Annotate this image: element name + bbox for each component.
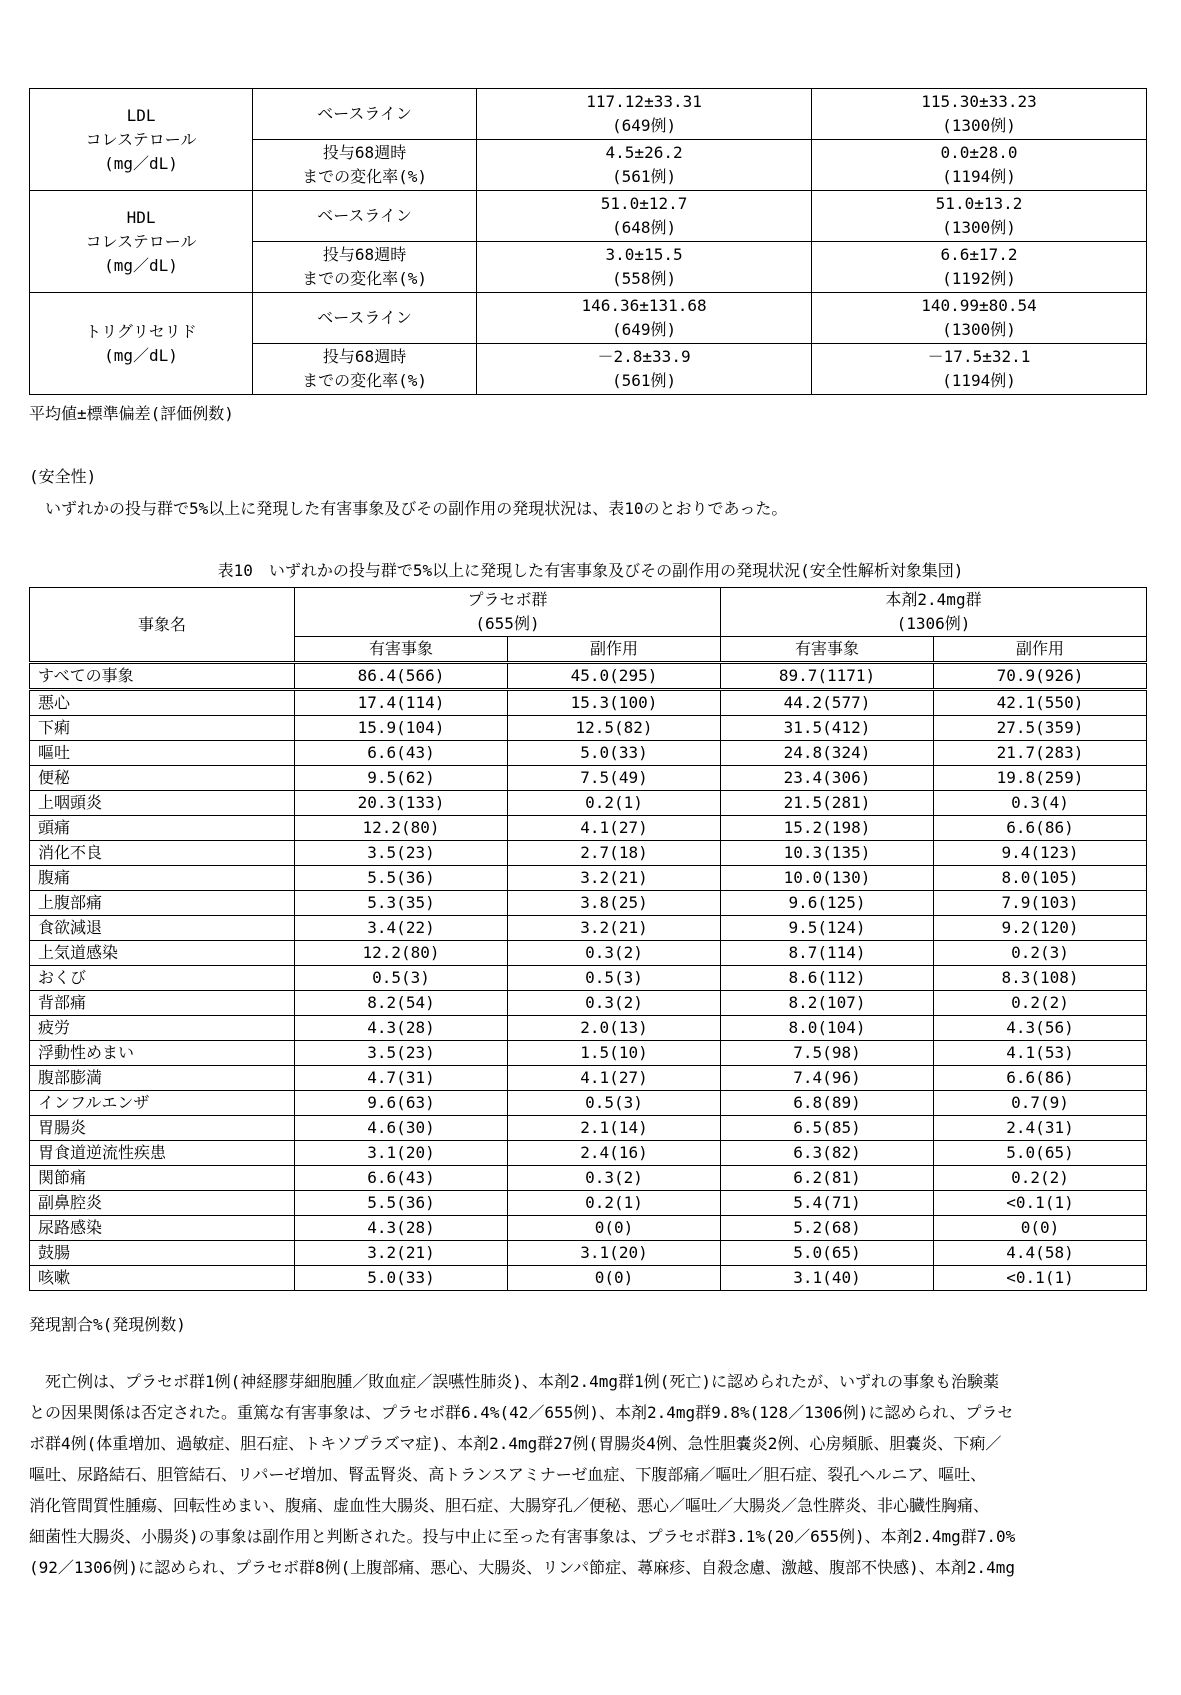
timepoint-label: ベースライン	[253, 191, 477, 242]
table-row	[30, 1266, 1147, 1291]
value-cell: 8.7(114)	[721, 941, 934, 966]
value-cell: 20.3(133)	[295, 791, 508, 816]
timepoint-label: 投与68週時 までの変化率(%)	[253, 344, 477, 395]
table-row	[30, 791, 1147, 816]
value-cell: 7.4(96)	[721, 1066, 934, 1091]
value-cell: 6.6(86)	[934, 816, 1147, 841]
lipid-row	[30, 89, 1147, 140]
value-cell: 6.8(89)	[721, 1091, 934, 1116]
value-cell: 3.2(21)	[508, 916, 721, 941]
value-cell: 15.9(104)	[295, 716, 508, 741]
value-cell: 7.5(98)	[721, 1041, 934, 1066]
paragraph-line: 細菌性大腸炎、小腸炎)の事象は副作用と判断された。投与中止に至った有害事象は、プラセボ群3.1%(20／655例)、本剤2.4mg群7.0%	[29, 1527, 1016, 1546]
value-cell: 2.4(16)	[508, 1141, 721, 1166]
value-cell: 3.5(23)	[295, 841, 508, 866]
event-name: 消化不良	[30, 841, 295, 866]
value-cell: 0.0±28.0 (1194例)	[812, 140, 1147, 191]
event-name: 便秘	[30, 766, 295, 791]
table-row	[30, 941, 1147, 966]
event-name: 副鼻腔炎	[30, 1191, 295, 1216]
value-cell: 5.5(36)	[295, 1191, 508, 1216]
event-name: 腹部膨満	[30, 1066, 295, 1091]
value-cell: 19.8(259)	[934, 766, 1147, 791]
value-cell: 5.0(65)	[721, 1241, 934, 1266]
safety-heading: (安全性)	[29, 467, 97, 486]
table-row	[30, 741, 1147, 766]
all-events-row	[30, 663, 1147, 690]
placebo-ae-header: 有害事象	[295, 637, 508, 663]
value-cell: 146.36±131.68 (649例)	[477, 293, 812, 344]
value-cell: 8.2(54)	[295, 991, 508, 1016]
event-name: 上腹部痛	[30, 891, 295, 916]
value-cell: 6.6(43)	[295, 741, 508, 766]
timepoint-label: ベースライン	[253, 89, 477, 140]
event-name: 関節痛	[30, 1166, 295, 1191]
timepoint-label: 投与68週時 までの変化率(%)	[253, 242, 477, 293]
value-cell: 6.6(86)	[934, 1066, 1147, 1091]
event-name: すべての事象	[30, 663, 295, 690]
value-cell: 10.3(135)	[721, 841, 934, 866]
value-cell: 27.5(359)	[934, 716, 1147, 741]
value-cell: 44.2(577)	[721, 690, 934, 716]
table-row	[30, 891, 1147, 916]
value-cell: 24.8(324)	[721, 741, 934, 766]
value-cell: 12.2(80)	[295, 816, 508, 841]
event-name: インフルエンザ	[30, 1091, 295, 1116]
event-name: 疲労	[30, 1016, 295, 1041]
paragraph-line: との因果関係は否定された。重篤な有害事象は、プラセボ群6.4%(42／655例)、本剤2.4mg群9.8%(128／1306例)に認められ、プラセ	[29, 1403, 1014, 1422]
placebo-group-header: プラセボ群 (655例)	[295, 588, 721, 637]
value-cell: －2.8±33.9 (561例)	[477, 344, 812, 395]
value-cell: 0(0)	[508, 1266, 721, 1291]
value-cell: 2.4(31)	[934, 1116, 1147, 1141]
value-cell: 3.1(20)	[295, 1141, 508, 1166]
value-cell: 70.9(926)	[934, 663, 1147, 690]
value-cell: 2.1(14)	[508, 1116, 721, 1141]
value-cell: 0.2(1)	[508, 791, 721, 816]
value-cell: 89.7(1171)	[721, 663, 934, 690]
table-row	[30, 866, 1147, 891]
value-cell: 0(0)	[934, 1216, 1147, 1241]
event-name: 腹痛	[30, 866, 295, 891]
body-paragraph	[29, 1366, 1147, 1583]
event-name: 食欲減退	[30, 916, 295, 941]
table-row	[30, 1016, 1147, 1041]
value-cell: 8.0(105)	[934, 866, 1147, 891]
safety-intro: いずれかの投与群で5%以上に発現した有害事象及びその副作用の発現状況は、表10のとおりであった。	[29, 499, 788, 518]
event-name: 上気道感染	[30, 941, 295, 966]
event-name: 咳嗽	[30, 1266, 295, 1291]
event-name: おくび	[30, 966, 295, 991]
value-cell: 5.3(35)	[295, 891, 508, 916]
value-cell: 3.1(40)	[721, 1266, 934, 1291]
value-cell: 5.0(65)	[934, 1141, 1147, 1166]
value-cell: 7.9(103)	[934, 891, 1147, 916]
table-row	[30, 716, 1147, 741]
metric-label: HDL コレステロール (mg／dL)	[30, 191, 253, 293]
value-cell: 4.1(27)	[508, 816, 721, 841]
paragraph-line: (92／1306例)に認められ、プラセボ群8例(上腹部痛、悪心、大腸炎、リンパ節症、蕁麻疹、自殺念慮、激越、腹部不快感)、本剤2.4mg	[29, 1558, 1015, 1577]
value-cell: 115.30±33.23 (1300例)	[812, 89, 1147, 140]
table-row	[30, 1216, 1147, 1241]
value-cell: 4.3(28)	[295, 1216, 508, 1241]
value-cell: 86.4(566)	[295, 663, 508, 690]
value-cell: 0.3(4)	[934, 791, 1147, 816]
value-cell: 4.3(28)	[295, 1016, 508, 1041]
value-cell: 6.6±17.2 (1192例)	[812, 242, 1147, 293]
value-cell: 0.5(3)	[295, 966, 508, 991]
value-cell: 4.1(27)	[508, 1066, 721, 1091]
value-cell: 140.99±80.54 (1300例)	[812, 293, 1147, 344]
value-cell: 3.5(23)	[295, 1041, 508, 1066]
table-row	[30, 1091, 1147, 1116]
value-cell: 0.3(2)	[508, 941, 721, 966]
value-cell: 6.6(43)	[295, 1166, 508, 1191]
table-row	[30, 841, 1147, 866]
value-cell: 3.8(25)	[508, 891, 721, 916]
value-cell: 4.5±26.2 (561例)	[477, 140, 812, 191]
value-cell: 51.0±12.7 (648例)	[477, 191, 812, 242]
paragraph-line: 嘔吐、尿路結石、胆管結石、リパーゼ増加、腎盂腎炎、高トランスアミナーゼ血症、下腹部痛／嘔吐／胆石症、裂孔ヘルニア、嘔吐、	[29, 1465, 987, 1484]
value-cell: 15.3(100)	[508, 690, 721, 716]
event-name: 頭痛	[30, 816, 295, 841]
value-cell: 4.7(31)	[295, 1066, 508, 1091]
value-cell: 21.7(283)	[934, 741, 1147, 766]
value-cell: 9.6(63)	[295, 1091, 508, 1116]
metric-label: トリグリセリド (mg／dL)	[30, 293, 253, 395]
value-cell: 0.3(2)	[508, 991, 721, 1016]
lipid-row	[30, 293, 1147, 344]
value-cell: 12.2(80)	[295, 941, 508, 966]
event-name: 嘔吐	[30, 741, 295, 766]
value-cell: 0.2(2)	[934, 991, 1147, 1016]
table-row	[30, 1116, 1147, 1141]
event-name-header: 事象名	[30, 588, 295, 663]
value-cell: 9.2(120)	[934, 916, 1147, 941]
table-row	[30, 1191, 1147, 1216]
value-cell: 3.0±15.5 (558例)	[477, 242, 812, 293]
drug-ae-header: 有害事象	[721, 637, 934, 663]
value-cell: 8.2(107)	[721, 991, 934, 1016]
value-cell: 0.5(3)	[508, 966, 721, 991]
value-cell: 5.2(68)	[721, 1216, 934, 1241]
table-row	[30, 966, 1147, 991]
event-name: 鼓腸	[30, 1241, 295, 1266]
value-cell: 4.6(30)	[295, 1116, 508, 1141]
table10-caption: 表10 いずれかの投与群で5%以上に発現した有害事象及びその副作用の発現状況(安全性解析対象集団)	[217, 561, 964, 580]
lipid-footnote: 平均値±標準偏差(評価例数)	[29, 404, 234, 423]
table-row	[30, 816, 1147, 841]
value-cell: 9.4(123)	[934, 841, 1147, 866]
event-name: 尿路感染	[30, 1216, 295, 1241]
value-cell: 5.0(33)	[508, 741, 721, 766]
table-row	[30, 1066, 1147, 1091]
table-row	[30, 690, 1147, 716]
value-cell: 4.3(56)	[934, 1016, 1147, 1041]
value-cell: 8.3(108)	[934, 966, 1147, 991]
value-cell: 0.5(3)	[508, 1091, 721, 1116]
placebo-adr-header: 副作用	[508, 637, 721, 663]
lipid-row	[30, 191, 1147, 242]
value-cell: 9.5(124)	[721, 916, 934, 941]
value-cell: 9.5(62)	[295, 766, 508, 791]
event-name: 上咽頭炎	[30, 791, 295, 816]
value-cell: 3.2(21)	[295, 1241, 508, 1266]
paragraph-line: 消化管間質性腫瘍、回転性めまい、腹痛、虚血性大腸炎、胆石症、大腸穿孔／便秘、悪心／嘔吐／大腸炎／急性膵炎、非心臓性胸痛、	[29, 1496, 990, 1515]
value-cell: 5.5(36)	[295, 866, 508, 891]
table-row	[30, 991, 1147, 1016]
table-row	[30, 916, 1147, 941]
value-cell: 7.5(49)	[508, 766, 721, 791]
value-cell: 51.0±13.2 (1300例)	[812, 191, 1147, 242]
value-cell: 6.2(81)	[721, 1166, 934, 1191]
event-name: 背部痛	[30, 991, 295, 1016]
table-row	[30, 1041, 1147, 1066]
value-cell: 3.1(20)	[508, 1241, 721, 1266]
paragraph-line: ボ群4例(体重増加、過敏症、胆石症、トキソプラズマ症)、本剤2.4mg群27例(胃腸炎4例、急性胆嚢炎2例、心房頻脈、胆嚢炎、下痢／	[29, 1434, 1002, 1453]
value-cell: 3.2(21)	[508, 866, 721, 891]
table-row	[30, 1141, 1147, 1166]
timepoint-label: ベースライン	[253, 293, 477, 344]
drug-adr-header: 副作用	[934, 637, 1147, 663]
value-cell: 31.5(412)	[721, 716, 934, 741]
lipid-table	[29, 88, 1147, 395]
value-cell: <0.1(1)	[934, 1266, 1147, 1291]
table-row	[30, 1241, 1147, 1266]
adverse-event-table	[29, 587, 1147, 1291]
value-cell: 42.1(550)	[934, 690, 1147, 716]
value-cell: 12.5(82)	[508, 716, 721, 741]
value-cell: 2.0(13)	[508, 1016, 721, 1041]
paragraph-line: 死亡例は、プラセボ群1例(神経膠芽細胞腫／敗血症／誤嚥性肺炎)、本剤2.4mg群1例(死亡)に認められたが、いずれの事象も治験薬	[29, 1372, 999, 1391]
event-name: 胃食道逆流性疾患	[30, 1141, 295, 1166]
value-cell: 3.4(22)	[295, 916, 508, 941]
value-cell: 4.4(58)	[934, 1241, 1147, 1266]
drug-group-header: 本剤2.4mg群 (1306例)	[721, 588, 1147, 637]
timepoint-label: 投与68週時 までの変化率(%)	[253, 140, 477, 191]
value-cell: 8.0(104)	[721, 1016, 934, 1041]
value-cell: 6.3(82)	[721, 1141, 934, 1166]
value-cell: －17.5±32.1 (1194例)	[812, 344, 1147, 395]
value-cell: 5.0(33)	[295, 1266, 508, 1291]
value-cell: 0.2(3)	[934, 941, 1147, 966]
value-cell: 5.4(71)	[721, 1191, 934, 1216]
event-name: 下痢	[30, 716, 295, 741]
value-cell: 1.5(10)	[508, 1041, 721, 1066]
value-cell: 9.6(125)	[721, 891, 934, 916]
value-cell: <0.1(1)	[934, 1191, 1147, 1216]
value-cell: 8.6(112)	[721, 966, 934, 991]
value-cell: 23.4(306)	[721, 766, 934, 791]
ae-footnote: 発現割合%(発現例数)	[29, 1315, 186, 1334]
table-row	[30, 1166, 1147, 1191]
event-name: 浮動性めまい	[30, 1041, 295, 1066]
value-cell: 15.2(198)	[721, 816, 934, 841]
event-name: 悪心	[30, 690, 295, 716]
value-cell: 21.5(281)	[721, 791, 934, 816]
value-cell: 0.2(2)	[934, 1166, 1147, 1191]
value-cell: 45.0(295)	[508, 663, 721, 690]
value-cell: 4.1(53)	[934, 1041, 1147, 1066]
value-cell: 17.4(114)	[295, 690, 508, 716]
value-cell: 0.7(9)	[934, 1091, 1147, 1116]
value-cell: 117.12±33.31 (649例)	[477, 89, 812, 140]
value-cell: 10.0(130)	[721, 866, 934, 891]
table-row	[30, 766, 1147, 791]
value-cell: 0.3(2)	[508, 1166, 721, 1191]
value-cell: 6.5(85)	[721, 1116, 934, 1141]
value-cell: 0(0)	[508, 1216, 721, 1241]
value-cell: 2.7(18)	[508, 841, 721, 866]
event-name: 胃腸炎	[30, 1116, 295, 1141]
value-cell: 0.2(1)	[508, 1191, 721, 1216]
metric-label: LDL コレステロール (mg／dL)	[30, 89, 253, 191]
